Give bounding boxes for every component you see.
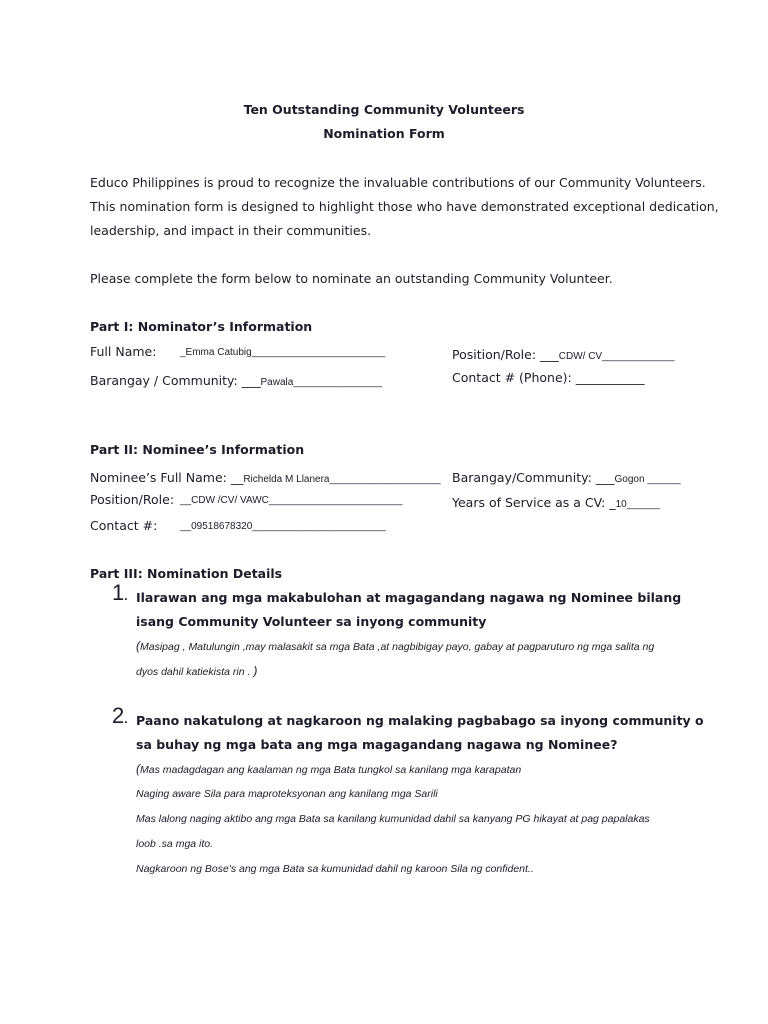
- answer-2-line-2[interactable]: Naging aware Sila para maproteksyonan ang kanilang mga Sarili: [136, 788, 438, 800]
- nominator-barangay-value: Pawala________________: [260, 377, 383, 388]
- question-2-number-text: 2: [112, 703, 125, 728]
- form-subtitle: Nomination Form: [323, 126, 445, 141]
- nominator-name-label: Full Name:: [90, 344, 157, 359]
- answer-2-line-1[interactable]: [136, 762, 521, 776]
- nominator-barangay-field[interactable]: [90, 370, 382, 389]
- nominee-barangay-value: Gogon ______: [614, 474, 681, 485]
- nominee-barangay-field[interactable]: [452, 467, 681, 486]
- answer-1-text-2: dyos dahil katiekista rin .: [136, 666, 254, 678]
- nominee-years-field[interactable]: [452, 492, 660, 511]
- answer-1-text-1: Masipag , Matulungin ,may malasakit sa mga Bata ,at nagbibigay payo, gabay at pagparuturo ng mga salita ng: [140, 641, 655, 653]
- question-1-number-text: 1: [112, 580, 125, 605]
- nominee-name-field[interactable]: [90, 467, 441, 486]
- nominee-position-label: Position/Role:: [90, 492, 175, 507]
- nominator-contact-field[interactable]: Contact # (Phone): ___________: [452, 370, 645, 385]
- part3-heading: Part III: Nomination Details: [90, 566, 283, 581]
- answer-2-line-4[interactable]: loob .sa mga ito.: [136, 838, 214, 850]
- nominee-name-label: Nominee’s Full Name: __: [90, 470, 244, 485]
- answer-2-line-5[interactable]: Nagkaroon ng Bose's ang mga Bata sa kumunidad dahil ng karoon Sila ng confident..: [136, 863, 534, 875]
- intro-line-3: leadership, and impact in their communities.: [90, 223, 372, 238]
- answer-1-line-2[interactable]: [136, 664, 257, 678]
- answer-1-line-1[interactable]: [136, 639, 654, 653]
- nominee-years-value: 10______: [615, 499, 661, 510]
- question-1-line-2: isang Community Volunteer sa inyong community: [136, 614, 487, 629]
- intro-instruction: Please complete the form below to nominate an outstanding Community Volunteer.: [90, 271, 613, 286]
- question-1-number: [112, 580, 128, 606]
- answer-1-open-paren: (: [136, 639, 140, 653]
- nominee-contact-field[interactable]: __09518678320________________________: [180, 521, 386, 532]
- nominee-name-value: Richelda M Llanera____________________: [243, 474, 441, 485]
- nominator-position-label: Position/Role: ___: [452, 347, 559, 362]
- question-1-number-dot: .: [124, 589, 128, 603]
- question-2-number-dot: .: [124, 712, 128, 726]
- nominator-name-field[interactable]: _Emma Catubig________________________: [180, 347, 386, 358]
- answer-2-line-3[interactable]: Mas lalong naging aktibo ang mga Bata sa kanilang kumunidad dahil sa kanyang PG hikayat at pag papalakas: [136, 813, 650, 825]
- answer-1-close-paren: ): [253, 664, 258, 678]
- part2-heading: Part II: Nominee’s Information: [90, 442, 305, 457]
- nominee-contact-label: Contact #:: [90, 518, 158, 533]
- nominator-position-field[interactable]: [452, 344, 674, 363]
- answer-2-open-paren: (: [136, 762, 140, 776]
- question-2-number: [112, 703, 128, 729]
- question-2-line-1: Paano nakatulong at nagkaroon ng malaking pagbabago sa inyong community o: [136, 713, 704, 728]
- nominator-position-value: CDW/ CV_____________: [558, 351, 675, 362]
- form-title: Ten Outstanding Community Volunteers: [243, 102, 525, 117]
- nominee-barangay-label: Barangay/Community: ___: [452, 470, 615, 485]
- question-2-line-2: sa buhay ng mga bata ang mga magagandang nagawa ng Nominee?: [136, 737, 618, 752]
- answer-2-text-1: Mas madagdagan ang kaalaman ng mga Bata tungkol sa kanilang mga karapatan: [140, 764, 522, 776]
- intro-line-2: This nomination form is designed to highlight those who have demonstrated exceptional dedication,: [90, 199, 719, 214]
- intro-line-1: Educo Philippines is proud to recognize the invaluable contributions of our Community Volunteers.: [90, 175, 706, 190]
- nominee-years-label: Years of Service as a CV: _: [452, 495, 616, 510]
- nominator-barangay-label: Barangay / Community: ___: [90, 373, 261, 388]
- question-1-line-1: Ilarawan ang mga makabulohan at magagandang nagawa ng Nominee bilang: [136, 590, 682, 605]
- part1-heading: Part I: Nominator’s Information: [90, 319, 313, 334]
- nominee-position-field[interactable]: __CDW /CV/ VAWC________________________: [180, 495, 403, 506]
